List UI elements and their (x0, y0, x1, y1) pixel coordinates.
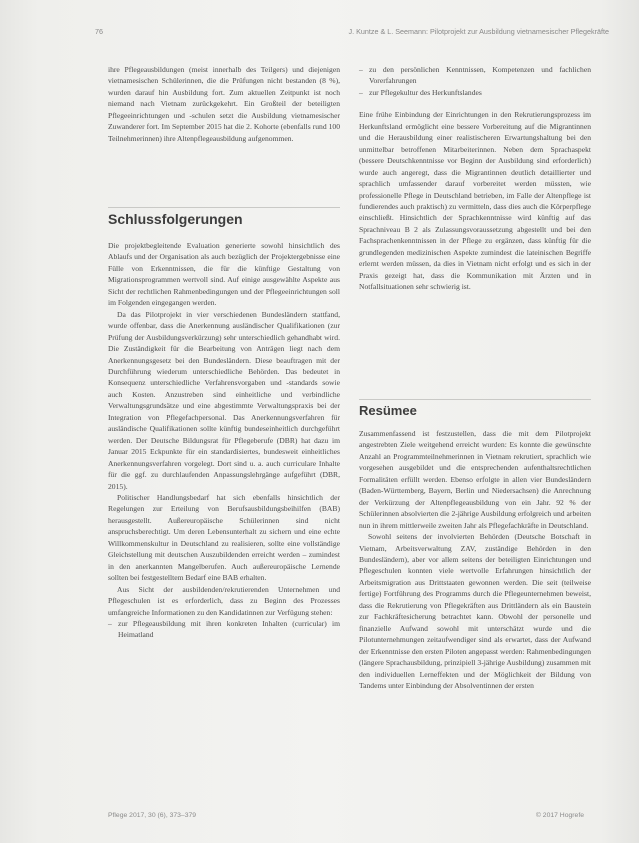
paragraph: Da das Pilotprojekt in vier verschiedenen Bundesländern stattfand, wurde offenbar, dass die Anerkennung ausländischer Qualifikationen (zur Prüfung der Ausbildungsverkürzung) sehr unterschiedlich gehandhabt wird. Die Zuständigkeit für die Bearbeitung von Anträgen liegt nach dem Anerkennungsgesetz bei den Bundesländern. Diese beauftragen mit der Durchführung wiederum unterschiedliche Behörden. Das bedeutet in Konsequenz unterschiedliche Verfahrensvorgaben und -standards sowie auch Kosten. Anzustreben sind einheitliche und verbindliche Verwaltungsgrundsätze und eine abgestimmte Verwaltungspraxis bei der Integration von Pflegefachpersonal. Das Anerkennungsverfahren für ausländische Qualifikationen sollte künftig bundeseinheitlich durchgeführt werden. Der Deutsche Bildungsrat für Pflegeberufe (DBR) hat dazu im Januar 2015 Eckpunkte für ein standardisiertes, bundesweit einheitliches Anerkennungsverfahren vorgelegt. Dort sind u. a. auch curriculare Inhalte für die ggf. zu durchlaufenden Anpassungslehrgänge aufgeführt (DBR, 2015). (108, 309, 340, 491)
heading-rule (359, 399, 591, 400)
running-title: J. Kuntze & L. Seemann: Pilotprojekt zur Ausbildung vietnamesischer Pflegekräfte (348, 27, 609, 36)
paragraph: Sowohl seitens der involvierten Behörden (Deutsche Botschaft in Vietnam, Arbeitsverwaltung ZAV, zuständige Behörden in den Bundesländern), aber vor allem seitens der beteiligten Einrichtungen und Pflegeschulen konnten viele wertvolle Erfahrungen hinsichtlich der Arbeitsmigration aus Drittstaaten gewonnen werden. Die seit (teilweise fertige) Fortführung des Programms durch die Pflegeunternehmen beweist, dass die Rekrutierung von Pflegekräften aus Drittländern als ein Baustein zur Fachkräftesicherung betrachtet kann. Obwohl der personelle und finanzielle Aufwand sowohl mit unterschätzt wurde und die Pilotunternehmungen zeitaufwendiger sind als erwartet, dass der Aufwand der Erkenntnisse den ersten Piloten angepasst werden: Rahmenbedingungen (längere Sprachausbildung, prinzipiell 3-jährige Ausbildung) zusammen mit den individuellen Lerneffekten und der Möglichkeit der Bildung von Tandems unter Einbindung der Absolventinnen der ersten (359, 532, 591, 690)
footer-citation: Pflege 2017, 30 (6), 373–379 (108, 812, 197, 819)
list-item: – zu den persönlichen Kenntnissen, Kompetenzen und fachlichen Vorerfahrungen (359, 64, 591, 87)
bullet-list (108, 618, 340, 641)
footer-copyright: © 2017 Hogrefe (535, 812, 584, 819)
page-number: 76 (95, 27, 103, 36)
paragraph: Eine frühe Einbindung der Einrichtungen in den Rekrutierungsprozess im Herkunftsland ermöglicht eine bessere Vorbereitung auf die Migrantinnen und die Herausbildung einer realistischeren Erwartungshaltung bei den unmittelbar betroffenen Mitarbeiterinnen. Neben dem Sprachaspekt (bessere Deutschkenntnisse vor Beginn der Ausbildung sind erforderlich) wurde auch angeregt, dass die Migrantinnen deutlich detaillierter und sprachlich umfassender darauf vorbereitet werden müssten, wie professionelle Pflege in Deutschland betrieben, im Falle der Altenpflege ist fundierendes auch praktisch) zu vermitteln, dass dies auch die Körperpflege einschließt. Hinsichtlich der Sprachkenntnisse wird künftig auf das Sprachniveau B 2 als Zulassungsvoraussetzung abgestellt und bei den Fachsprachenkenntnissen in der Pflege zu ergänzen, dass künftig für die grundlegenden medizinischen Aspekte zumindest die lateinischen Begriffe erlernt werden müssen, da dies in Vietnam nicht erfolgt und es sich in der Praxis gezeigt hat, dass die Kommunikation mit Ärzten und in Notfallsituationen sehr schwierig ist. (359, 110, 591, 292)
section-heading-schlussfolgerungen: Schlussfolgerungen (108, 211, 243, 227)
section-heading-resumee: Resümee (359, 403, 417, 418)
right-column (359, 64, 591, 293)
bullet-list (359, 64, 591, 98)
right-column-body (359, 428, 591, 691)
paragraph: Politischer Handlungsbedarf hat sich ebenfalls hinsichtlich der Regelungen zur Erteilung von Berufsausbildungsbeihilfen (BAB) herausgestellt. Außereuropäische Schülerinnen sind nicht anspruchsberechtigt. Um deren Lebensunterhalt zu sichern und eine echte Willkommenskultur in Deutschland zu realisieren, sollte eine vollständige Gleichstellung mit deutschen Auszubildenden erreicht werden – zumindest in den anerkannten Mangelberufen. Auch außereuropäische Lernende sollten bei festgestelltem Bedarf eine BAB erhalten. (108, 492, 340, 583)
list-item: – zur Pflegeausbildung mit ihren konkreten Inhalten (curricular) im Heimatland (108, 618, 340, 641)
list-item: – zur Pflegekultur des Herkunftslandes (359, 87, 591, 98)
paragraph: Die projektbegleitende Evaluation generierte sowohl hinsichtlich des Ablaufs und der Organisation als auch bezüglich der Projektergebnisse eine Fülle von Erkenntnissen, die für die künftige Gestaltung von Migrationsprogrammen wertvoll sind. Auf einige ausgewählte Aspekte aus Sicht der rechtlichen Rahmenbedingungen und der Pflegeeinrichtungen soll im Folgenden eingegangen werden. (108, 241, 340, 308)
left-column-body (108, 240, 340, 641)
left-column (108, 64, 340, 144)
heading-rule (108, 207, 340, 208)
intro-paragraph: ihre Pflegeausbildungen (meist innerhalb des Teilgers) und diejenigen vietnamesischen Schülerinnen, die die Prüfungen nicht bestanden (8 %), wurden darauf hin Ausbildung fort. Zum aktuellen Zeitpunkt ist noch niemand nach Vietnam zurückgekehrt. Ein Großteil der beteiligten Pflegeeinrichtungen und -schulen setzt die Ausbildung vietnamesischer Zuwanderer fort. Im September 2015 hat die 2. Kohorte (ebenfalls rund 100 Teilnehmerinnen) ihre Altenpflegeausbildung aufgenommen. (108, 65, 340, 143)
running-head (95, 27, 609, 36)
paragraph: Zusammenfassend ist festzustellen, dass die mit dem Pilotprojekt angestrebten Ziele weitgehend erreicht wurden: Es konnte die gewünschte Anzahl an Programmteilnehmerinnen in Vietnam rekrutiert, sprachlich wie vorgesehen ausgebildet und die entsprechenden aufenthaltsrechtlichen Formalitäten erfüllt werden. Ebenso erfolgte in allen vier Bundesländern (Baden-Württemberg, Bayern, Berlin und Niedersachsen) die Anrechnung der Verkürzung der Altenpflegeausbildung von ein Jahr. 92 % der Schülerinnen absolvierten die 2-jährige Ausbildung erfolgreich und arbeiten nun in ihrem mittlerweile zweiten Jahr als Pflegefachkräfte in Deutschland. (359, 429, 591, 530)
paragraph: Aus Sicht der ausbildenden/rekrutierenden Unternehmen und Pflegeschulen ist es erforderlich, dass zu Beginn des Prozesses umfangreiche Informationen zu den Kandidatinnen zur Verfügung stehen: (108, 584, 340, 617)
